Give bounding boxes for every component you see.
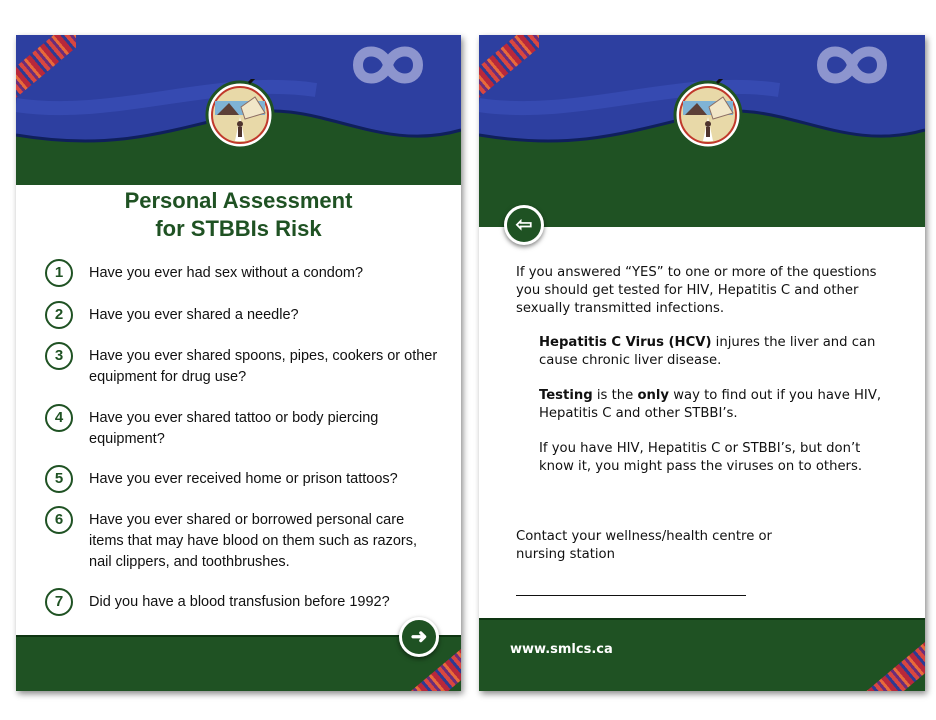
hcv-heading: Hepatitis C Virus (HCV) [539, 335, 712, 350]
testing-emphasis: only [637, 388, 670, 403]
page-title [16, 187, 461, 243]
back-button[interactable] [504, 205, 544, 245]
infinity-icon [328, 35, 448, 95]
assessment-card-front [16, 35, 461, 691]
question-number-badge: 1 [45, 259, 73, 287]
arrow-right-icon: ➜ [410, 626, 428, 648]
header-banner [16, 35, 461, 185]
question-number-badge: 3 [45, 342, 73, 370]
question-text: Have you ever shared or borrowed personal care items that may have blood on them such as razors, nail clippers, and toothbrushes. [89, 512, 418, 570]
clinic-logo [673, 79, 743, 153]
title-line-2: for STBBIs Risk [155, 216, 322, 241]
hcv-text: injures the liver and can cause chronic liver disease. [539, 335, 876, 368]
signature-line [516, 595, 746, 596]
header-banner [479, 35, 925, 227]
footer-band [16, 635, 461, 691]
woven-sash-decoration [479, 35, 539, 105]
question-number-badge: 4 [45, 404, 73, 432]
question-number-badge: 6 [45, 506, 73, 534]
infinity-icon [792, 35, 912, 95]
clinic-logo [205, 79, 275, 153]
woven-sash-decoration [16, 35, 76, 105]
arrow-left-icon: ⇦ [515, 214, 533, 236]
question-text: Have you ever had sex without a condom? [89, 265, 364, 281]
question-number-badge: 2 [45, 301, 73, 329]
contact-text: Contact your wellness/health centre or nursing station [516, 529, 772, 562]
question-number-badge: 7 [45, 588, 73, 616]
hcv-paragraph [539, 334, 889, 370]
testing-text-mid: is the [592, 388, 638, 403]
question-text: Have you ever shared spoons, pipes, cookers or other equipment for drug use? [89, 348, 438, 385]
testing-paragraph [539, 387, 889, 423]
question-number-badge: 5 [45, 465, 73, 493]
question-text: Have you ever received home or prison tattoos? [89, 471, 398, 487]
intro-paragraph: If you answered “YES” to one or more of the questions you should get tested for HIV, Hepatitis C and other sexually transmitted infections. [516, 265, 877, 316]
warning-paragraph: If you have HIV, Hepatitis C or STBBI’s, but don’t know it, you might pass the viruses on to others. [539, 441, 863, 474]
question-text: Did you have a blood transfusion before 1992? [89, 594, 390, 610]
testing-text: way to find out if you have HIV, Hepatitis C and other STBBI’s. [539, 388, 882, 421]
next-button[interactable] [399, 617, 439, 657]
question-text: Have you ever shared a needle? [89, 307, 299, 323]
title-line-1: Personal Assessment [124, 188, 353, 213]
assessment-card-back [479, 35, 925, 691]
testing-heading: Testing [539, 388, 593, 403]
website-link[interactable]: www.smlcs.ca [510, 642, 613, 657]
question-text: Have you ever shared tattoo or body piercing equipment? [89, 410, 379, 447]
woven-sash-decoration [855, 620, 925, 691]
